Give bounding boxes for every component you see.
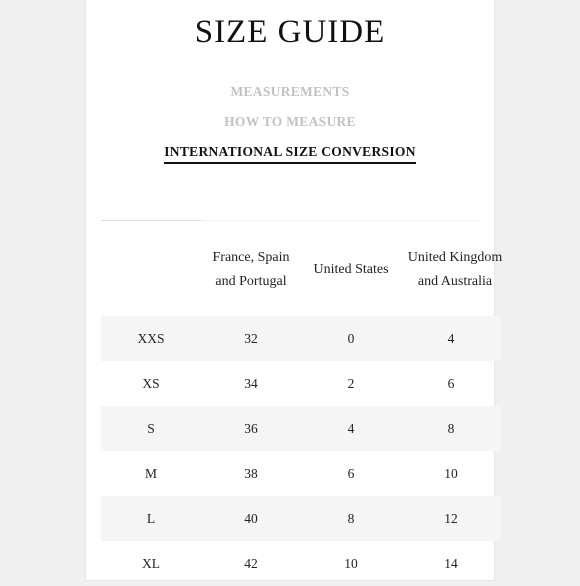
table-row (101, 406, 501, 451)
header-united-states: United States (313, 262, 389, 277)
size-conversion-table (101, 224, 501, 586)
cell-united-states: 0 (301, 316, 401, 361)
tab-how-to-measure[interactable] (86, 114, 494, 144)
cell-uk-australia: 6 (447, 375, 455, 391)
cell-uk-australia: 14 (444, 555, 458, 571)
header-uk-australia (401, 224, 501, 316)
cell-france-spain-portugal: 32 (201, 316, 301, 361)
header-france-spain-portugal: France, Spain and Portugal (212, 250, 290, 289)
horizontal-scroll-thumb[interactable] (101, 220, 201, 221)
cell-size: S (101, 406, 201, 451)
cell-united-states: 8 (301, 496, 401, 541)
header-size (101, 224, 201, 316)
cell-size: M (144, 465, 157, 481)
cell-united-states: 4 (301, 406, 401, 451)
header-uk-australia-text: United Kingdom and Australia (407, 250, 503, 289)
cell-united-states: 10 (344, 555, 358, 571)
cell-france-spain-portugal: 40 (201, 496, 301, 541)
cell-france-spain-portugal: 34 (244, 375, 258, 391)
size-conversion-table-container[interactable] (101, 224, 503, 580)
table-row (101, 451, 501, 496)
cell-france-spain-portugal: 38 (244, 465, 258, 481)
cell-uk-australia: 10 (444, 465, 458, 481)
cell-uk-australia: 4 (401, 316, 501, 361)
cell-uk-australia: 12 (401, 496, 501, 541)
table-row (101, 316, 501, 361)
cell-size: XS (142, 375, 160, 391)
tab-label: HOW TO MEASURE (224, 114, 356, 129)
tab-label: INTERNATIONAL SIZE CONVERSION (164, 144, 416, 164)
tab-label: MEASUREMENTS (230, 84, 350, 99)
cell-size: L (101, 496, 201, 541)
cell-united-states: 6 (347, 465, 355, 481)
tab-measurements[interactable] (86, 84, 494, 114)
tab-international-size-conversion[interactable] (86, 144, 494, 174)
table-header-row (101, 224, 501, 316)
cell-size: XL (142, 555, 160, 571)
table-row (101, 361, 501, 406)
page-title: SIZE GUIDE (194, 14, 386, 50)
cell-size: XXS (101, 316, 201, 361)
cell-united-states: 2 (347, 375, 355, 391)
size-guide-panel (86, 0, 503, 580)
size-guide-tabs (86, 84, 494, 174)
cell-uk-australia: 8 (401, 406, 501, 451)
table-row (101, 496, 501, 541)
table-row (101, 541, 501, 586)
cell-france-spain-portugal: 36 (201, 406, 301, 451)
cell-france-spain-portugal: 42 (244, 555, 258, 571)
